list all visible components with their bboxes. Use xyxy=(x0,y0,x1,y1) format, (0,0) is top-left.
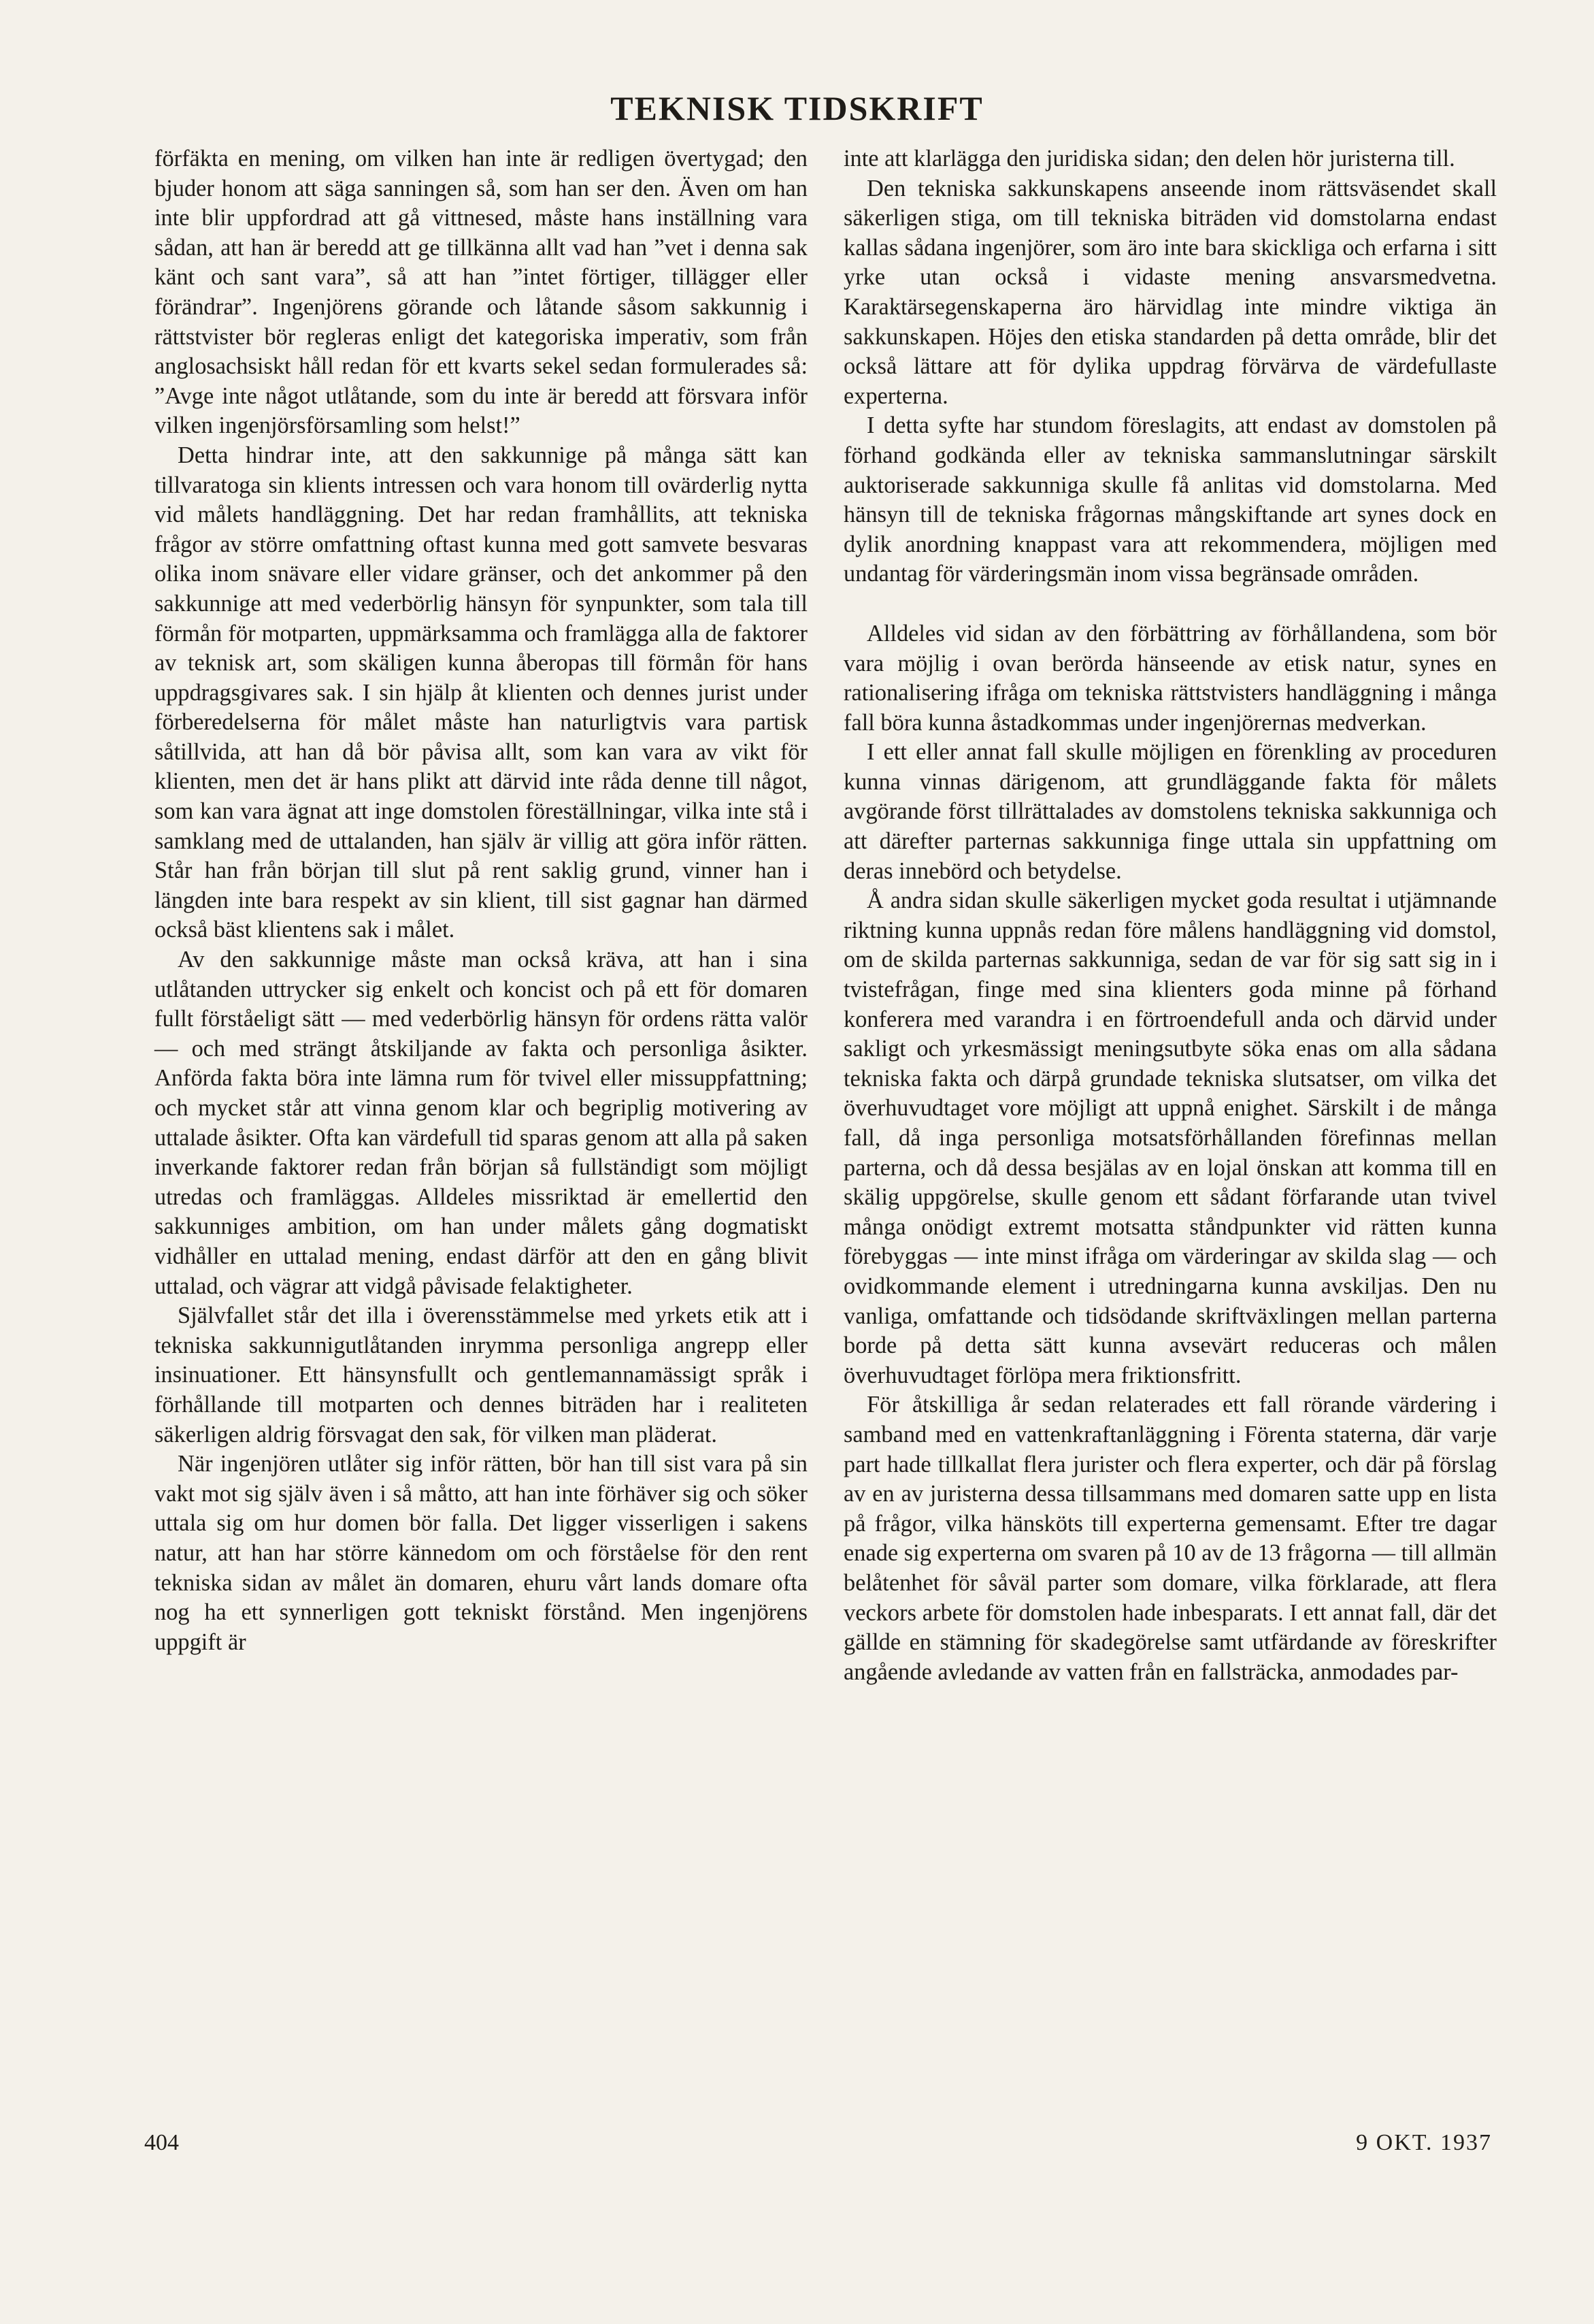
page-title: TEKNISK TIDSKRIFT xyxy=(610,89,984,127)
paragraph: förfäkta en mening, om vilken han inte är redligen övertygad; den bjuder honom att säga sanningen så, som han ser den. Även om han inte blir uppfordrad att gå vittnesed, måste hans inställning vara sådan, att han är beredd att ge tillkänna allt vad han ”vet i denna sak känt och sant vara”, så att han ”intet förtiger, tillägger eller förändrar”. Ingenjörens görande och låtande såsom sakkunnig i rättstvister bör regleras enligt det kategoriska imperativ, som från anglosachsiskt håll redan för ett kvarts sekel sedan formulerades så: ”Avge inte något utlåtande, som du inte är beredd att försvara inför vilken ingenjörsförsamling som helst!” xyxy=(154,146,808,439)
paragraph: När ingenjören utlåter sig inför rätten, bör han till sist vara på sin vakt mot sig själv även i så måtto, att han inte förhäver sig och söker uttala sig om hur domen bör falla. Det ligger visserligen i sakens natur, att han har större kännedom om och förståelse för den rent tekniska sidan av målet än domaren, ehuru vårt lands domare ofta nog ha ett synnerligen gott tekniskt förstånd. Men ingenjörens uppgift är xyxy=(154,1451,808,1655)
paragraph: I ett eller annat fall skulle möjligen en förenkling av proceduren kunna vinnas därigenom, att grundläggande fakta för målets avgörande först tillrättalades av domstolens tekniska sakkunniga och att därefter parternas sakkunniga finge uttala sin uppfattning om deras innebörd och betydelse. xyxy=(844,739,1497,884)
paragraph: Självfallet står det illa i överensstämmelse med yrkets etik att i tekniska sakkunnigutlåtanden inrymma personliga angrepp eller insinuationer. Ett hänsynsfullt och gentlemannamässigt språk i förhållande till motparten och dennes biträden har i realiteten säkerligen aldrig försvagat den sak, för vilken man pläderat. xyxy=(154,1303,808,1447)
issue-date: 9 OKT. 1937 xyxy=(1356,2130,1492,2155)
paragraph: Å andra sidan skulle säkerligen mycket goda resultat i utjämnande riktning kunna uppnås redan före målens handläggning vid domstol, om de skilda parternas sakkunniga, sedan de var för sig satt sig in i tvistefrågan, finge med sina klienters goda minne på förhand konferera med varandra i en förtroendefull anda och därvid under sakligt och yrkesmässigt meningsutbyte söka enas om alla sådana tekniska fakta och därpå grundade tekniska slutsatser, om vilka det överhuvudtaget vore möjligt att uppnå enighet. Särskilt i de många fall, då inga personliga motsatsförhållanden förefinnas mellan parterna, och då dessa besjälas av en lojal önskan att komma till en skälig uppgörelse, skulle genom ett sådant förfarande utan tvivel många onödigt extremt motsatta ståndpunkter vid rätten kunna förebyggas — inte minst ifråga om värderingar av skilda slag — och ovidkommande element i utredningarna kunna avskiljas. Den nu vanliga, omfattande och tidsödande skriftväxlingen mellan parterna borde på detta sätt kunna avsevärt reduceras och målen överhuvudtaget förlöpa mera friktionsfritt. xyxy=(844,887,1497,1388)
paragraph: Alldeles vid sidan av den förbättring av förhållandena, som bör vara möjlig i ovan berörda hänseende av etisk natur, synes en rationalisering ifråga om tekniska rättstvisters handläggning i många fall böra kunna åstadkommas under ingenjörernas medverkan. xyxy=(844,620,1497,736)
paragraph: inte att klarlägga den juridiska sidan; den delen hör juristerna till. xyxy=(844,146,1455,171)
paragraph: Av den sakkunnige måste man också kräva, att han i sina utlåtanden uttrycker sig enkelt och koncist och på ett för domaren fullt förståeligt sätt — med vederbörlig hänsyn för ordens rätta valör — och med strängt åtskiljande av fakta och personliga åsikter. Anförda fakta böra inte lämna rum för tvivel eller missuppfattning; och mycket står att vinna genom klar och begriplig motivering av uttalade åsikter. Ofta kan värdefull tid sparas genom att alla på saken inverkande faktorer redan från början så fullständigt som möjligt utredas och framläggas. Alldeles missriktad är emellertid den sakkunniges ambition, om han under målets gång dogmatiskt vidhåller en uttalad mening, endast därför att den en gång blivit uttalad, och vägrar att vidgå påvisade felaktigheter. xyxy=(154,947,808,1299)
paragraph: För åtskilliga år sedan relaterades ett fall rörande värdering i samband med en vattenkraftanläggning i Förenta staterna, där varje part hade tillkallat flera jurister och flera experter, och där på förslag av en av juristerna dessa tillsammans med domaren satte upp en lista på frågor, vilka hänsköts till experterna gemensamt. Efter tre dagar enade sig experterna om svaren på 10 av de 13 frågorna — till allmän belåtenhet för såväl parter som domare, vilka förklarade, att flera veckors arbete för domstolen hade inbesparats. I ett annat fall, där det gällde en stämning för skadegörelse samt utfärdande av föreskrifter angående avledande av vatten från en fallsträcka, anmodades par- xyxy=(844,1392,1497,1685)
paragraph: Den tekniska sakkunskapens anseende inom rättsväsendet skall säkerligen stiga, om till tekniska biträden vid domstolarna endast kallas sådana ingenjörer, som äro inte bara skickliga och erfarna i sitt yrke utan också i vidaste mening ansvarsmedvetna. Karaktärsegenskaperna äro härvidlag inte mindre viktiga än sakkunskapen. Höjes den etiska standarden på detta område, blir det också lättare att för dylika uppdrag förvärva de värdefullaste experterna. xyxy=(844,175,1497,409)
right-column xyxy=(844,144,1497,1687)
paragraph: Detta hindrar inte, att den sakkunnige på många sätt kan tillvaratoga sin klients intressen och vara honom till ovärderlig nytta vid målets handläggning. Det har redan framhållits, att tekniska frågor av större omfattning oftast kunna med gott samvete besvaras olika inom snävare eller vidare gränser, och det ankommer på den sakkunnige att med vederbörlig hänsyn för synpunkter, som tala till förmån för motparten, uppmärksamma och framlägga alla de faktorer av teknisk art, som skäligen kunna åberopas till förmån för hans uppdragsgivares sak. I sin hjälp åt klienten och dennes jurist under förberedelserna för målet måste han naturligtvis vara partisk såtillvida, att han då bör påvisa allt, som kan vara av vikt för klienten, men det är hans plikt att därvid inte råda denne till något, som kan vara ägnat att inge domstolen föreställningar, vilka inte stå i samklang med de uttalanden, han själv är villig att göra inför rätten. Står han från början till slut på rent saklig grund, vinner han i längden inte bara respekt av sin klient, till sist gagnar han därmed också bäst klientens sak i målet. xyxy=(154,442,808,943)
left-column xyxy=(154,144,808,1657)
page-number: 404 xyxy=(144,2130,179,2155)
paragraph: I detta syfte har stundom föreslagits, att endast av domstolen på förhand godkända eller av tekniska sammanslutningar särskilt auktoriserade sakkunniga skulle få anlitas vid domstolarna. Med hänsyn till de tekniska frågornas mångskiftande art synes dock en dylik anordning knappast vara att rekommendera, möjligen med undantag för värderingsmän inom vissa begränsade områden. xyxy=(844,412,1497,587)
